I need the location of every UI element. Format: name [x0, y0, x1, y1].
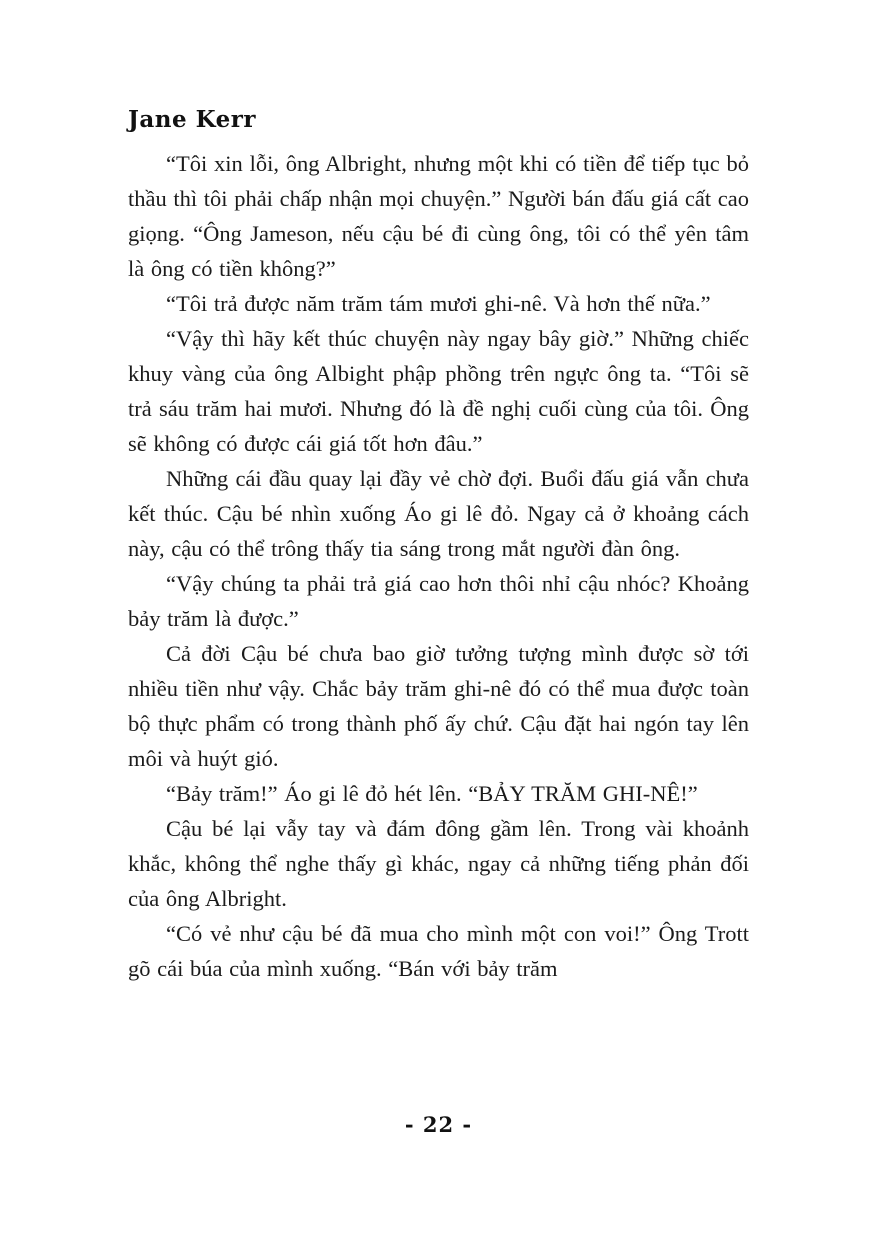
paragraph: Cả đời Cậu bé chưa bao giờ tưởng tượng mình được sờ tới nhiều tiền như vậy. Chắc bảy trăm ghi-nê đó có thể mua được toàn bộ thực phẩm có trong thành phố ấy chứ. Cậu đặt hai ngón tay lên môi và huýt gió. — [128, 641, 749, 771]
paragraph: “Có vẻ như cậu bé đã mua cho mình một con voi!” Ông Trott gõ cái búa của mình xuống. “Bán với bảy trăm — [128, 921, 749, 981]
paragraph: Những cái đầu quay lại đầy vẻ chờ đợi. Buổi đấu giá vẫn chưa kết thúc. Cậu bé nhìn xuống Áo gi lê đỏ. Ngay cả ở khoảng cách này, cậu có thể trông thấy tia sáng trong mắt người đàn ông. — [128, 466, 749, 561]
page-number: - 22 - — [404, 1112, 473, 1137]
paragraph: “Tôi xin lỗi, ông Albright, nhưng một khi có tiền để tiếp tục bỏ thầu thì tôi phải chấp nhận mọi chuyện.” Người bán đấu giá cất cao giọng. “Ông Jameson, nếu cậu bé đi cùng ông, tôi có thể yên tâm là ông có tiền không?” — [128, 151, 749, 281]
running-header-author: Jane Kerr — [128, 106, 257, 133]
text-block — [128, 106, 749, 986]
paragraph: “Vậy chúng ta phải trả giá cao hơn thôi nhỉ cậu nhóc? Khoảng bảy trăm là được.” — [128, 571, 749, 631]
paragraph: “Vậy thì hãy kết thúc chuyện này ngay bây giờ.” Những chiếc khuy vàng của ông Albight phập phồng trên ngực ông ta. “Tôi sẽ trả sáu trăm hai mươi. Nhưng đó là đề nghị cuối cùng của tôi. Ông sẽ không có được cái giá tốt hơn đâu.” — [128, 326, 749, 456]
body-text — [128, 146, 749, 986]
paragraph: Cậu bé lại vẫy tay và đám đông gầm lên. Trong vài khoảnh khắc, không thể nghe thấy gì khác, ngay cả những tiếng phản đối của ông Albright. — [128, 816, 749, 911]
paragraph: “Bảy trăm!” Áo gi lê đỏ hét lên. “BẢY TRĂM GHI-NÊ!” — [166, 781, 698, 806]
paragraph: “Tôi trả được năm trăm tám mươi ghi-nê. Và hơn thế nữa.” — [166, 291, 711, 316]
